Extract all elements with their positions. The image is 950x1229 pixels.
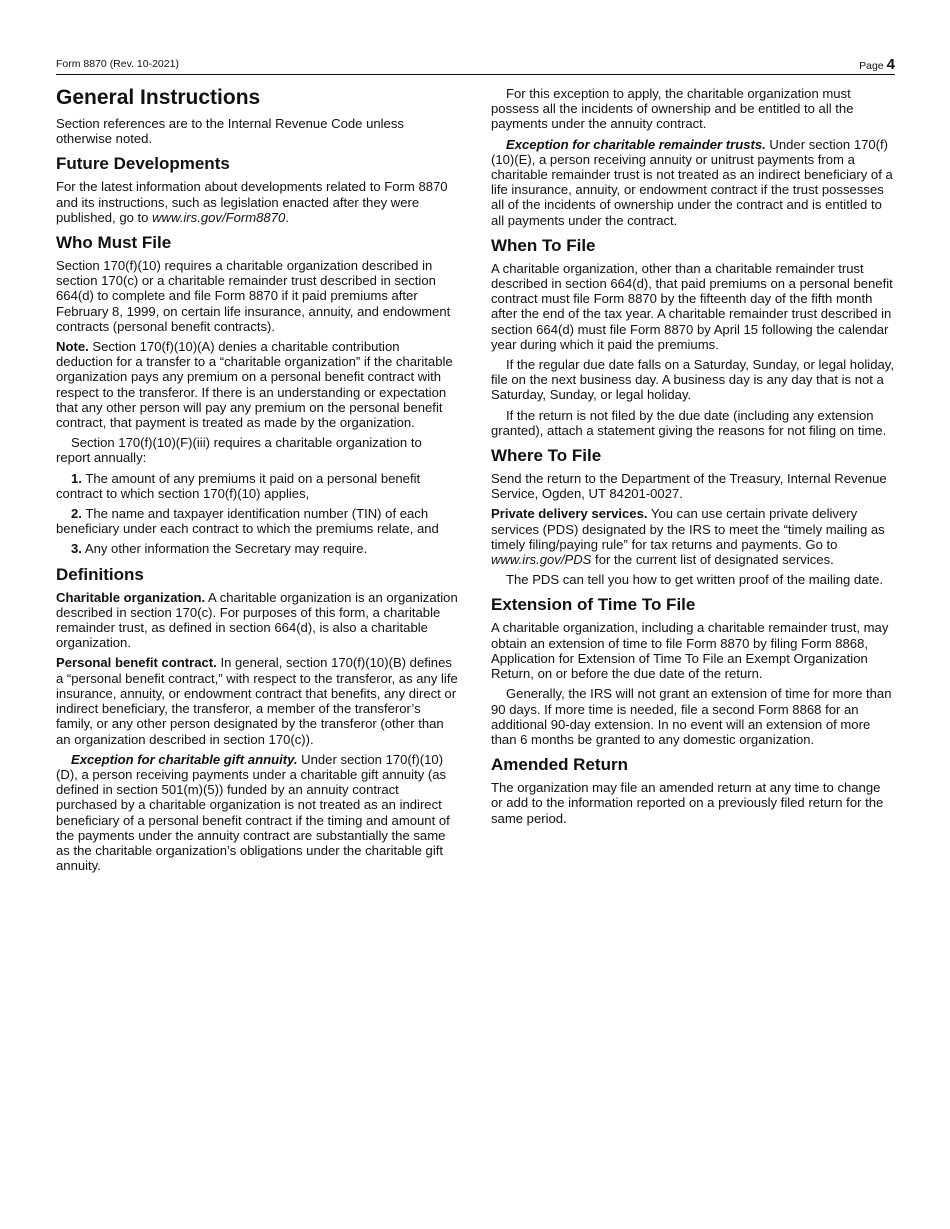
charitable-organization-definition [56, 590, 458, 651]
page-label: Page [859, 60, 884, 72]
note-label: Note. [56, 339, 89, 355]
extension-limit-text: Generally, the IRS will not grant an extension of time for more than 90 days. If more time is needed, file a second Form 8868 for an additional 90-day extension. In no event will an extension of more than 6 months be granted to any domestic organization. [491, 686, 892, 747]
personal-benefit-contract-text: In general, section 170(f)(10)(B) defines a “personal benefit contract,” with respect to the transferor, as any life insurance, annuity, or endowment contract that benefits, any direct or indirect beneficiary, the transferor, a member of the transferor’s family, or any other person designated by the transferor (other than an organization described in section 170(c)). [56, 655, 458, 747]
note-paragraph [56, 339, 458, 430]
general-instructions-heading: General Instructions [56, 86, 261, 109]
page-header [56, 56, 895, 75]
gift-annuity-exception [56, 752, 458, 874]
form8870-link[interactable]: www.irs.gov/Form8870 [152, 209, 286, 225]
charitable-organization-label: Charitable organization. [56, 589, 206, 605]
remainder-trust-label: Exception for charitable remainder trusts. [506, 136, 766, 152]
personal-benefit-contract-definition [56, 655, 458, 746]
list-item [56, 471, 458, 501]
who-must-file-text: Section 170(f)(10) requires a charitable organization described in section 170(c) or a charitable remainder trust described in section 664(d) to complete and file Form 8870 if it paid premiums after February 8, 1999, on certain life insurance, annuity, and endowment contracts (personal benefit contracts). [56, 258, 451, 334]
private-delivery-services-text-end: for the current list of designated services. [591, 552, 834, 568]
list-item-text: The name and taxpayer identification number (TIN) of each beneficiary under each contract to which the premiums relate, and [56, 506, 439, 537]
where-to-file-heading: Where To File [491, 446, 602, 466]
gift-annuity-text: Under section 170(f)(10)(D), a person receiving payments under a charitable gift annuity (as defined in section 501(m)(5)) funded by an annuity contract purchased by a charitable organization is not treated as an indirect beneficiary of a personal benefit contract if the timing and amount of the payments under the annuity contract are substantially the same as the charitable organization’s obligations under the charitable gift annuity. [56, 751, 450, 874]
note-text: Section 170(f)(10)(A) denies a charitable contribution deduction for a transfer to a “charitable organization” if the charitable organization pays any premium on a personal benefit contract with respect to the transferor. If there is an understanding or expectation that any other person will pay any premium on the personal benefit contract, that payment is treated as made by the organization. [56, 339, 453, 431]
future-developments-text-part: For the latest information about developments related to Form 8870 and its instructions, such as legislation enacted after they were published, go to [56, 179, 448, 225]
form-identifier: Form 8870 (Rev. 10-2021) [56, 58, 179, 70]
charitable-organization-text: A charitable organization is an organization described in section 170(c). For purposes of this form, a charitable remainder trust, as defined in section 664(d), is also a charitable organization. [56, 589, 458, 651]
gift-annuity-label: Exception for charitable gift annuity. [71, 751, 298, 767]
amended-return-heading: Amended Return [491, 755, 628, 775]
pds-proof-text: The PDS can tell you how to get written proof of the mailing date. [506, 572, 884, 588]
list-item [56, 541, 458, 556]
future-developments-text-end: . [285, 209, 289, 225]
amended-return-text: The organization may file an amended return at any time to change or add to the information reported on a previously filed return for the same period. [491, 780, 884, 826]
private-delivery-services-text: You can use certain private delivery services (PDS) designated by the IRS to meet the “timely mailing as timely filing/paying rule” for tax returns and payments. Go to [491, 506, 885, 552]
list-item [56, 506, 458, 536]
pds-link[interactable]: www.irs.gov/PDS [491, 552, 592, 568]
when-to-file-heading: When To File [491, 235, 596, 255]
private-delivery-services-label: Private delivery services. [491, 506, 648, 522]
page-number-label [859, 56, 895, 73]
personal-benefit-contract-label: Personal benefit contract. [56, 655, 217, 671]
list-item-text: Any other information the Secretary may require. [81, 541, 368, 557]
right-column [491, 86, 895, 831]
left-column [56, 86, 458, 878]
late-filing-text: If the return is not filed by the due date (including any extension granted), attach a statement giving the reasons for not filing on time. [491, 407, 887, 438]
list-item-number: 2. [71, 506, 82, 522]
future-developments-heading: Future Developments [56, 154, 230, 174]
extension-heading: Extension of Time To File [491, 595, 696, 615]
private-delivery-services-paragraph [491, 506, 895, 567]
list-item-text: The amount of any premiums it paid on a personal benefit contract to which section 170(f)(10) applies, [56, 470, 421, 501]
list-item-number: 1. [71, 470, 82, 486]
when-to-file-text: A charitable organization, other than a charitable remainder trust described in section 664(d), that paid premiums on a personal benefit contract must file Form 8870 by the fifteenth day of the fifth month after the end of the tax year. A charitable remainder trust described in section 664(d) must file Form 8870 by April 15 following the calendar year during which it paid the premiums. [491, 260, 893, 352]
extension-text: A charitable organization, including a charitable remainder trust, may obtain an extension of time to file Form 8870 by filing Form 8868, Application for Extension of Time To File an Exempt Organization Return, on or before the due date of the return. [491, 620, 889, 682]
remainder-trust-text: Under section 170(f)(10)(E), a person receiving annuity or unitrust payments from a charitable remainder trust is not treated as an indirect beneficiary of a life insurance, annuity, or endowment contract if the trust possesses all of the incidents of ownership under the contract and is entitled to all payments under the contract. [491, 136, 893, 228]
due-date-holiday-text: If the regular due date falls on a Saturday, Sunday, or legal holiday, file on the next business day. A business day is any day that is not a Saturday, Sunday, or legal holiday. [491, 357, 894, 403]
who-must-file-heading: Who Must File [56, 233, 172, 253]
remainder-trust-exception [491, 137, 895, 228]
future-developments-text [56, 179, 458, 225]
exception-continued-text: For this exception to apply, the charitable organization must possess all the incidents of ownership and be entitled to all the payments under the annuity contract. [491, 86, 854, 132]
where-to-file-text: Send the return to the Department of the Treasury, Internal Revenue Service, Ogden, UT 84201-0027. [491, 471, 887, 502]
definitions-heading: Definitions [56, 564, 144, 584]
general-instructions-text: Section references are to the Internal Revenue Code unless otherwise noted. [56, 116, 404, 147]
report-annually-text: Section 170(f)(10)(F)(iii) requires a charitable organization to report annually: [56, 435, 422, 466]
list-item-number: 3. [71, 541, 82, 557]
page-number: 4 [886, 56, 895, 73]
